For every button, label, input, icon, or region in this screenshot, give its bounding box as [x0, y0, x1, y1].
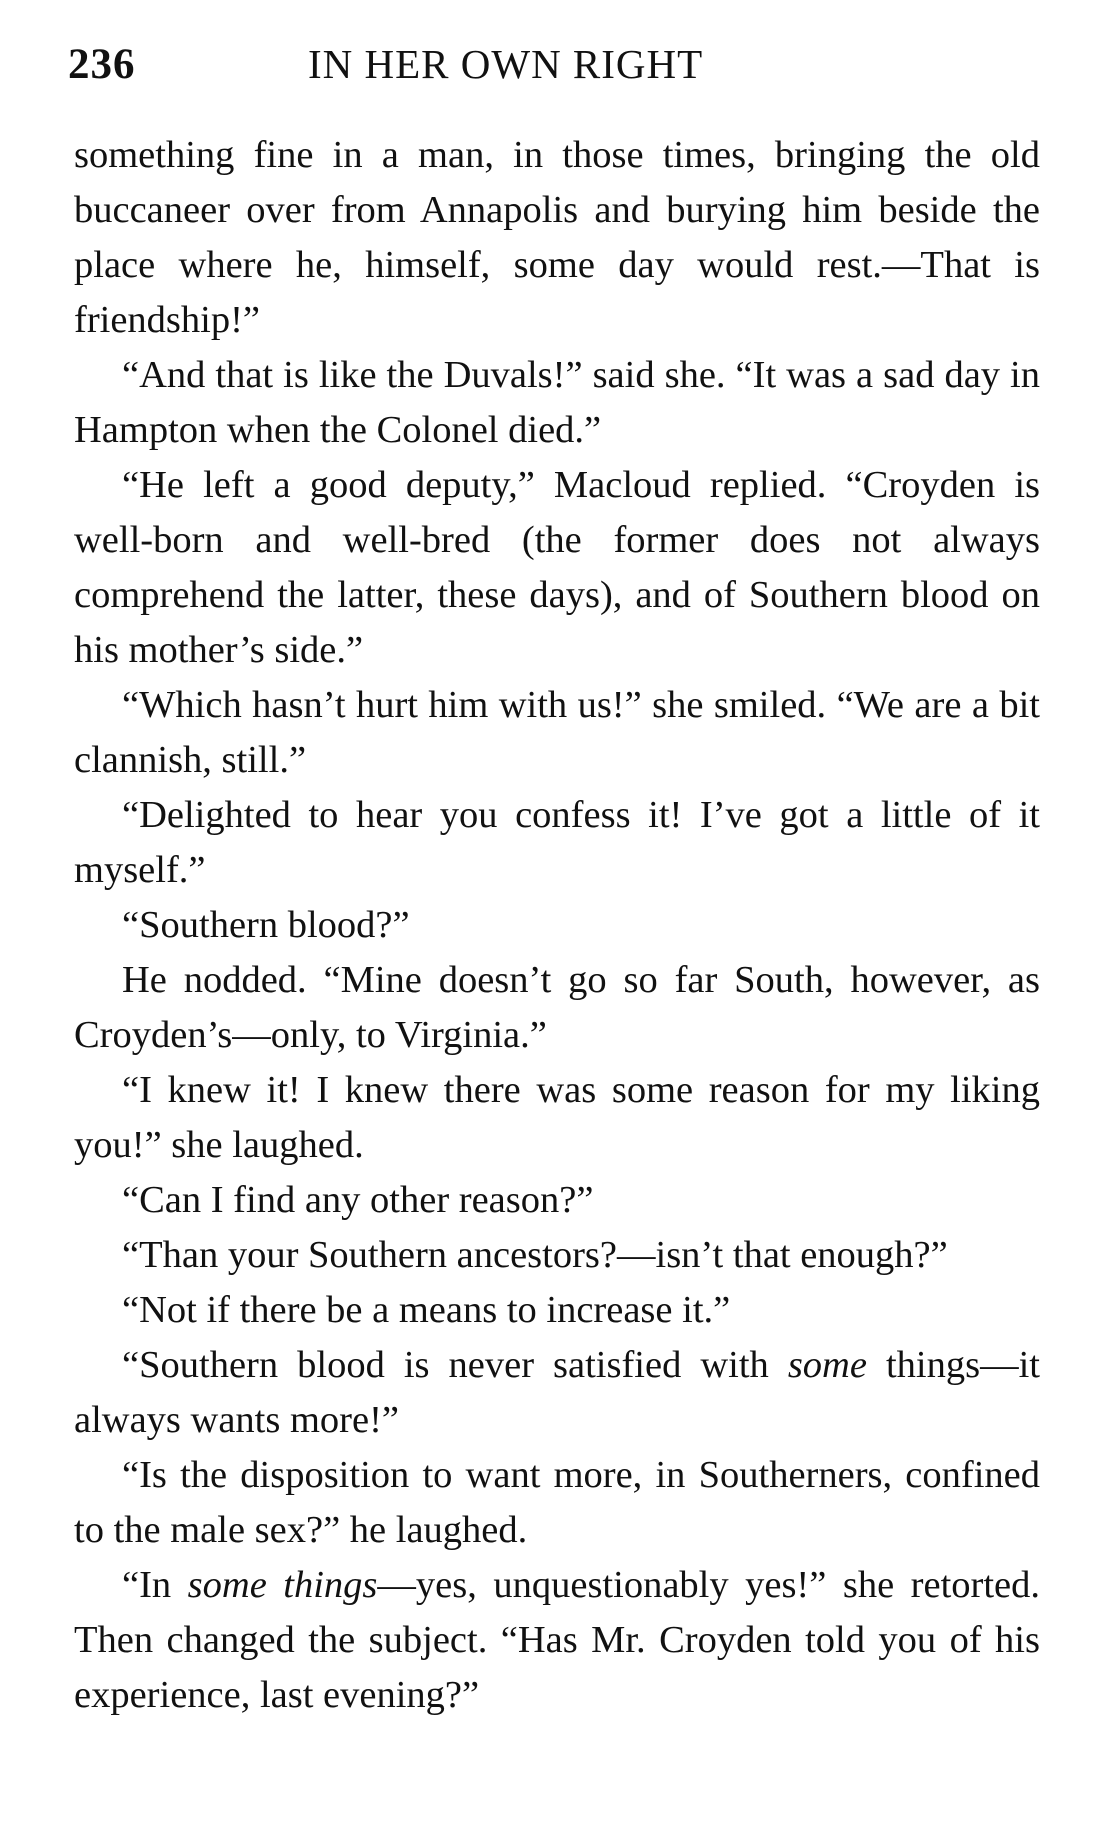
- paragraph: [74, 1448, 1040, 1558]
- italic-text: some things: [187, 1564, 378, 1606]
- text-run: “Which hasn’t hurt him with us!” she smiled. “We are a bit clannish, still.”: [74, 684, 1040, 781]
- paragraph: [74, 1558, 1040, 1723]
- paragraph: [74, 128, 1040, 348]
- page-number: 236: [68, 41, 136, 88]
- text-run: “Southern blood?”: [122, 904, 410, 946]
- paragraph: [74, 898, 1040, 953]
- text-run: “Can I find any other reason?”: [122, 1179, 594, 1221]
- text-run: “He left a good deputy,” Macloud replied. “Croyden is well-born and well-bred (the former does not always comprehend the latter, these days), and of Southern blood on his mother’s side.”: [74, 464, 1040, 671]
- italic-text: some: [787, 1344, 867, 1386]
- text-run: He nodded. “Mine doesn’t go so far South, however, as Croyden’s—only, to Virginia.”: [74, 959, 1040, 1056]
- text-run: “Delighted to hear you confess it! I’ve got a little of it myself.”: [74, 794, 1040, 891]
- text-run: “In: [122, 1564, 188, 1606]
- paragraph: [74, 1283, 1040, 1338]
- text-run: —yes, unquestionably yes!” she retorted. Then changed the subject. “Has Mr. Croyden told you of his experience, last evening?”: [74, 1564, 1040, 1716]
- text-run: things—it always wants more!”: [74, 1344, 1040, 1441]
- paragraph: [74, 788, 1040, 898]
- text-run: “Is the disposition to want more, in Southerners, confined to the male sex?” he laughed.: [74, 1454, 1040, 1551]
- paragraph: [74, 1228, 1040, 1283]
- paragraph: [74, 458, 1040, 678]
- running-title: IN HER OWN RIGHT: [308, 41, 704, 87]
- text-run: “Not if there be a means to increase it.”: [122, 1289, 731, 1331]
- page-header: [68, 34, 1038, 94]
- text-run: “I knew it! I knew there was some reason for my liking you!” she laughed.: [74, 1069, 1040, 1166]
- paragraph: [74, 1338, 1040, 1448]
- text-run: something fine in a man, in those times, bringing the old buccaneer over from Annapolis and burying him beside the place where he, himself, some day would rest.—That is friendship!”: [74, 134, 1040, 341]
- paragraph: [74, 678, 1040, 788]
- text-run: “Southern blood is never satisfied with: [122, 1344, 788, 1386]
- paragraph: [74, 953, 1040, 1063]
- paragraph: [74, 1173, 1040, 1228]
- text-run: “And that is like the Duvals!” said she. “It was a sad day in Hampton when the Colonel died.”: [74, 354, 1040, 451]
- paragraph: [74, 348, 1040, 458]
- body-text: [74, 128, 1040, 1723]
- text-run: “Than your Southern ancestors?—isn’t that enough?”: [122, 1234, 948, 1276]
- paragraph: [74, 1063, 1040, 1173]
